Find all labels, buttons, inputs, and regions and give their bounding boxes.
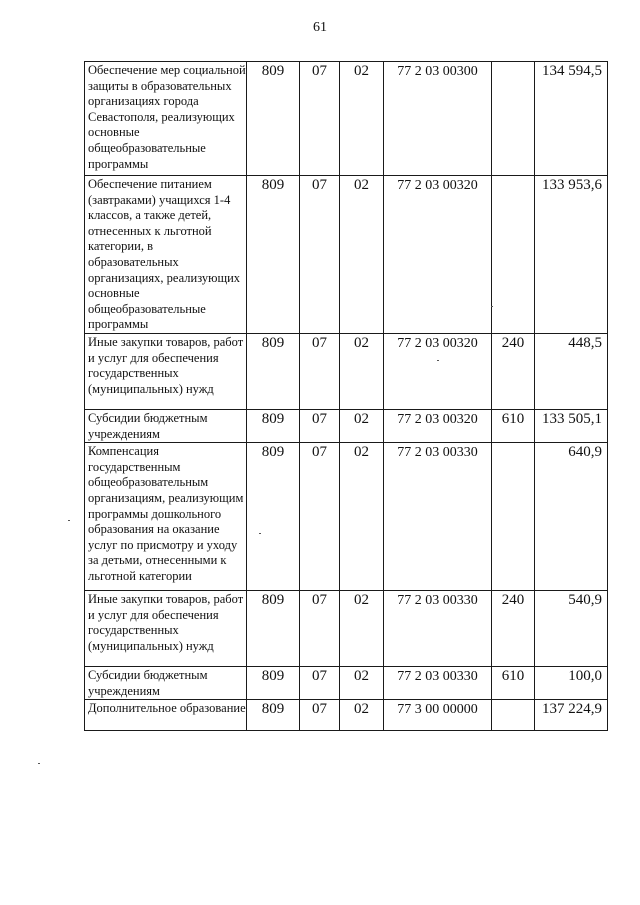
page-number: 61 (313, 20, 327, 35)
table-row (85, 591, 608, 667)
row-name: Компенсация государственным общеобразовательным организациям, реализующим программы дошкольного образования на оказание услуг по присмотру и уходу за детьми, отнесенными к льготной категории (85, 443, 247, 591)
row-rz: 07 (300, 409, 340, 442)
table-row (85, 176, 608, 334)
row-sum: 133 953,6 (535, 176, 608, 334)
row-ved: 809 (247, 176, 300, 334)
row-name: Иные закупки товаров, работ и услуг для обеспечения государственных (муниципальных) нужд (85, 591, 247, 667)
row-csr: 77 2 03 00300 (384, 62, 492, 176)
row-csr: 77 2 03 00320 (384, 409, 492, 442)
row-rz: 07 (300, 62, 340, 176)
row-rz: 07 (300, 700, 340, 731)
row-sum: 100,0 (535, 667, 608, 700)
row-vr: 610 (492, 409, 535, 442)
row-vr (492, 443, 535, 591)
row-csr: 77 3 00 00000 (384, 700, 492, 731)
scan-speck (38, 763, 40, 764)
row-sum: 540,9 (535, 591, 608, 667)
row-csr: 77 2 03 00330 (384, 591, 492, 667)
row-ved: 809 (247, 443, 300, 591)
row-csr: 77 2 03 00320 (384, 333, 492, 409)
row-ved: 809 (247, 333, 300, 409)
row-rz: 07 (300, 333, 340, 409)
row-name: Субсидии бюджетным учреждениям (85, 409, 247, 442)
row-pr: 02 (340, 409, 384, 442)
table-row (85, 700, 608, 731)
row-sum: 134 594,5 (535, 62, 608, 176)
table-row (85, 62, 608, 176)
row-ved: 809 (247, 591, 300, 667)
row-pr: 02 (340, 700, 384, 731)
table-row (85, 667, 608, 700)
row-rz: 07 (300, 667, 340, 700)
row-name: Обеспечение мер социальной защиты в образовательных организациях города Севастополя, реализующих основные общеобразовательные программы (85, 62, 247, 176)
table-row (85, 409, 608, 442)
row-vr (492, 700, 535, 731)
row-vr: 240 (492, 591, 535, 667)
row-rz: 07 (300, 591, 340, 667)
scan-speck (68, 520, 70, 521)
row-name: Дополнительное образование (85, 700, 247, 731)
row-vr: 610 (492, 667, 535, 700)
row-sum: 448,5 (535, 333, 608, 409)
row-ved: 809 (247, 667, 300, 700)
row-rz: 07 (300, 443, 340, 591)
row-ved: 809 (247, 409, 300, 442)
row-pr: 02 (340, 333, 384, 409)
row-name: Субсидии бюджетным учреждениям (85, 667, 247, 700)
row-pr: 02 (340, 667, 384, 700)
scan-speck (491, 306, 493, 307)
row-vr: 240 (492, 333, 535, 409)
row-vr (492, 62, 535, 176)
row-name: Обеспечение питанием (завтраками) учащихся 1-4 классов, а также детей, отнесенных к льготной категории, в образовательных организациях, реализующих основные общеобразовательные программы (85, 176, 247, 334)
row-pr: 02 (340, 62, 384, 176)
row-csr: 77 2 03 00330 (384, 667, 492, 700)
row-csr: 77 2 03 00320 (384, 176, 492, 334)
table-row (85, 443, 608, 591)
scan-speck (437, 360, 439, 361)
row-rz: 07 (300, 176, 340, 334)
row-ved: 809 (247, 62, 300, 176)
row-sum: 137 224,9 (535, 700, 608, 731)
scan-speck (259, 533, 261, 534)
row-pr: 02 (340, 591, 384, 667)
row-pr: 02 (340, 443, 384, 591)
row-csr: 77 2 03 00330 (384, 443, 492, 591)
table-row (85, 333, 608, 409)
row-sum: 640,9 (535, 443, 608, 591)
budget-table (84, 61, 608, 731)
row-pr: 02 (340, 176, 384, 334)
row-ved: 809 (247, 700, 300, 731)
row-name: Иные закупки товаров, работ и услуг для обеспечения государственных (муниципальных) нужд (85, 333, 247, 409)
row-sum: 133 505,1 (535, 409, 608, 442)
row-vr (492, 176, 535, 334)
